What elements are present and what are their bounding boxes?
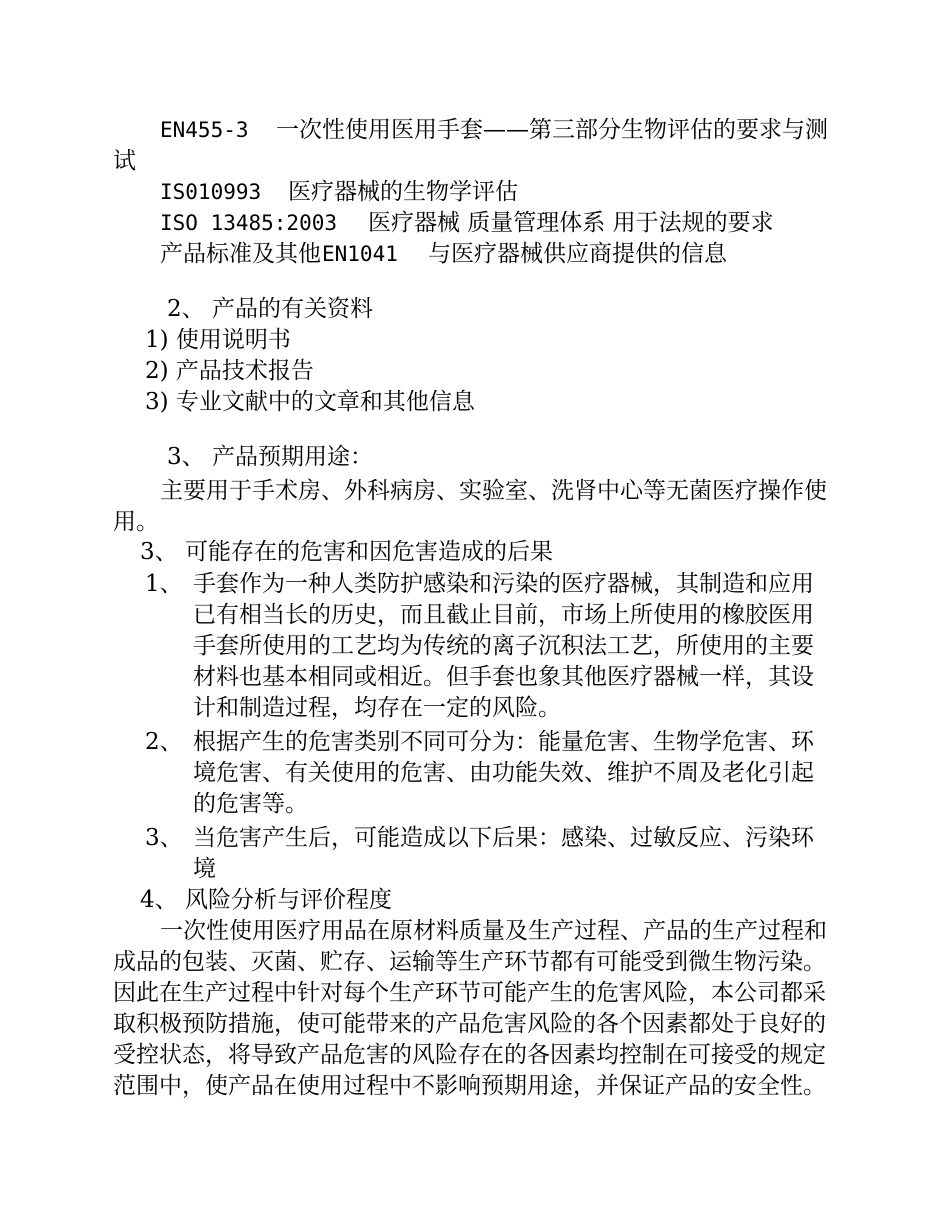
- paragraph-line: 受控状态，将导致产品危害的风险存在的各因素均控制在可接受的规定: [113, 1042, 826, 1068]
- hazard-item-line: 境: [193, 856, 216, 882]
- hazard-item-number: 3、: [145, 825, 183, 851]
- paragraph-line: 主要用于手术房、外科病房、实验室、洗肾中心等无菌医疗操作使: [160, 478, 827, 504]
- standard-code: EN455-3: [160, 118, 249, 142]
- hazard-item-number: 2、: [145, 729, 183, 755]
- paragraph-line: 一次性使用医疗用品在原材料质量及生产过程、产品的生产过程和: [160, 918, 827, 944]
- hazard-item-line: 的危害等。: [193, 791, 308, 817]
- standard-code: IS010993: [160, 180, 262, 204]
- standard-desc-continued: 试: [113, 148, 136, 174]
- hazard-item-line: 计和制造过程，均存在一定的风险。: [193, 695, 561, 721]
- paragraph-line: 范围中，使产品在使用过程中不影响预期用途，并保证产品的安全性。: [113, 1073, 826, 1099]
- paragraph-line: 用。: [113, 509, 159, 535]
- paragraph-line: 因此在生产过程中针对每个生产环节可能产生的危害风险，本公司都采: [113, 980, 826, 1006]
- standard-prefix: 产品标准及其他: [160, 241, 321, 267]
- hazard-item-line: 材料也基本相同或相近。但手套也象其他医疗器械一样，其设: [193, 664, 814, 690]
- hazard-item-line: 境危害、有关使用的危害、由功能失效、维护不周及老化引起: [193, 760, 814, 786]
- hazard-item-line: 手套作为一种人类防护感染和污染的医疗器械，其制造和应用: [193, 571, 814, 597]
- hazard-item-line: 根据产生的危害类别不同可分为：能量危害、生物学危害、环: [193, 729, 814, 755]
- section-heading-risk: 4、 风险分析与评价程度: [140, 887, 392, 913]
- standard-desc: 一次性使用医用手套——第三部分生物评估的要求与测: [276, 117, 828, 143]
- paragraph-line: 成品的包装、灭菌、贮存、运输等生产环节都有可能受到微生物污染。: [113, 949, 826, 975]
- standard-code: ISO 13485:2003: [160, 211, 338, 235]
- list-item: 2) 产品技术报告: [145, 358, 314, 384]
- section-heading-info: 2、 产品的有关资料: [167, 296, 373, 322]
- hazard-item-number: 1、: [145, 571, 183, 597]
- hazard-item-line: 手套所使用的工艺均为传统的离子沉积法工艺，所使用的主要: [193, 633, 814, 659]
- hazard-item-line: 当危害产生后，可能造成以下后果：感染、过敏反应、污染环: [193, 825, 814, 851]
- standard-desc: 与医疗器械供应商提供的信息: [428, 241, 727, 267]
- list-item: 3) 专业文献中的文章和其他信息: [145, 389, 475, 415]
- standard-desc: 医疗器械 质量管理体系 用于法规的要求: [368, 210, 774, 236]
- list-item: 1) 使用说明书: [145, 327, 291, 353]
- hazard-item-line: 已有相当长的历史，而且截止目前，市场上所使用的橡胶医用: [193, 602, 814, 628]
- section-heading-hazard: 3、 可能存在的危害和因危害造成的后果: [140, 539, 553, 565]
- paragraph-line: 取积极预防措施，使可能带来的产品危害风险的各个因素都处于良好的: [113, 1011, 826, 1037]
- section-heading-use: 3、 产品预期用途：: [167, 444, 373, 470]
- standard-code: EN1041: [322, 242, 398, 266]
- standard-desc: 医疗器械的生物学评估: [288, 179, 518, 205]
